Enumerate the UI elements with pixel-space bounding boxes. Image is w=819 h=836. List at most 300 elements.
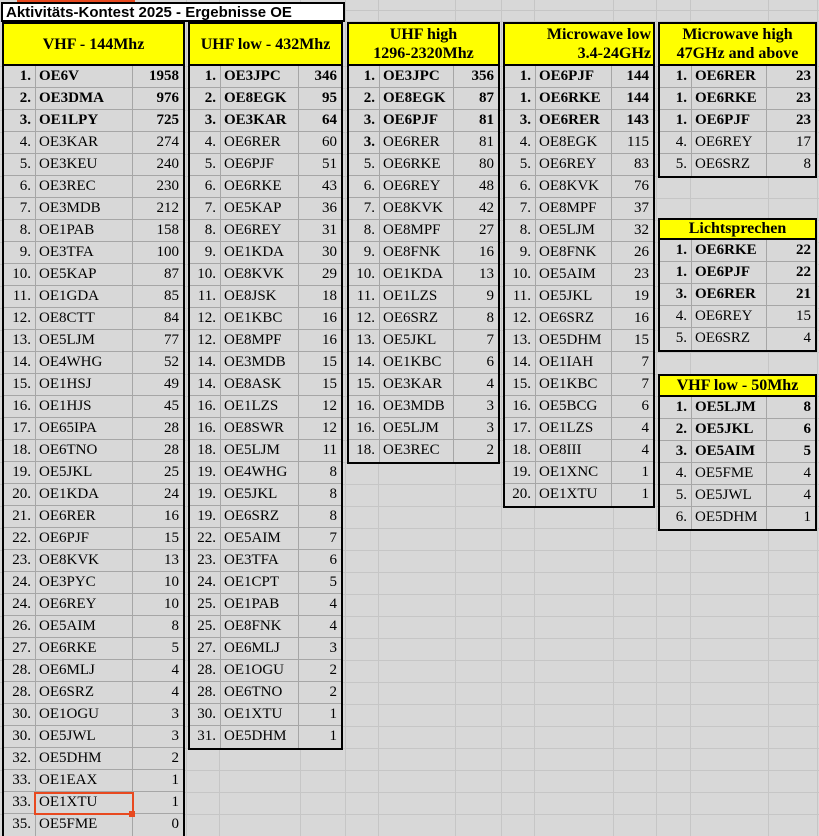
callsign-cell[interactable]: OE3TFA <box>36 242 133 263</box>
rank-cell[interactable]: 4. <box>190 132 221 153</box>
score-cell[interactable]: 30 <box>322 244 337 260</box>
score-cell[interactable]: 18 <box>322 288 337 304</box>
callsign-cell[interactable]: OE1LPY <box>36 110 133 131</box>
rank-cell[interactable]: 12. <box>190 330 221 351</box>
rank-cell[interactable]: 1. <box>660 262 692 283</box>
rank-cell[interactable]: 21. <box>4 506 36 527</box>
score-cell[interactable]: 80 <box>479 156 494 172</box>
score-cell[interactable]: 212 <box>156 200 179 216</box>
rank-cell[interactable]: 2. <box>190 88 221 109</box>
callsign-cell[interactable]: OE1LZS <box>536 418 612 439</box>
rank-cell[interactable]: 20. <box>4 484 36 505</box>
callsign-cell[interactable]: OE5JKL <box>221 484 299 505</box>
callsign-cell[interactable]: OE8MPF <box>221 330 299 351</box>
callsign-cell[interactable]: OE8SWR <box>221 418 299 439</box>
rank-cell[interactable]: 5. <box>190 154 221 175</box>
rank-cell[interactable]: 25. <box>190 616 221 637</box>
score-cell[interactable]: 85 <box>164 288 179 304</box>
rank-cell[interactable]: 7. <box>505 198 536 219</box>
rank-cell[interactable]: 20. <box>505 484 536 506</box>
score-cell[interactable]: 4 <box>803 487 811 503</box>
score-cell[interactable]: 13 <box>479 266 494 282</box>
callsign-cell[interactable]: OE6SRZ <box>692 154 767 176</box>
rank-cell[interactable]: 15. <box>4 374 36 395</box>
table-header[interactable] <box>658 218 817 240</box>
rank-cell[interactable]: 9. <box>4 242 36 263</box>
score-cell[interactable]: 52 <box>164 354 179 370</box>
rank-cell[interactable]: 28. <box>190 682 221 703</box>
rank-cell[interactable]: 7. <box>190 198 221 219</box>
score-cell[interactable]: 4 <box>641 442 649 458</box>
score-cell[interactable]: 2 <box>329 662 337 678</box>
score-cell[interactable]: 31 <box>322 222 337 238</box>
score-cell[interactable]: 8 <box>329 486 337 502</box>
callsign-cell[interactable]: OE4WHG <box>36 352 133 373</box>
score-cell[interactable]: 64 <box>322 112 337 128</box>
score-cell[interactable]: 22 <box>796 242 811 258</box>
rank-cell[interactable]: 16. <box>190 418 221 439</box>
score-cell[interactable]: 16 <box>479 244 494 260</box>
rank-cell[interactable]: 9. <box>349 242 380 263</box>
callsign-cell[interactable]: OE5KAP <box>221 198 299 219</box>
callsign-cell[interactable]: OE1CPT <box>221 572 299 593</box>
rank-cell[interactable]: 19. <box>4 462 36 483</box>
score-cell[interactable]: 28 <box>164 420 179 436</box>
rank-cell[interactable]: 35. <box>4 814 36 836</box>
score-cell[interactable]: 25 <box>164 464 179 480</box>
rank-cell[interactable]: 6. <box>349 176 380 197</box>
rank-cell[interactable]: 3. <box>660 284 692 305</box>
callsign-cell[interactable]: OE3JPC <box>221 66 299 87</box>
table-header[interactable] <box>658 22 817 66</box>
callsign-cell[interactable]: OE1PAB <box>36 220 133 241</box>
rank-cell[interactable]: 30. <box>4 726 36 747</box>
score-cell[interactable]: 17 <box>796 134 811 150</box>
callsign-cell[interactable]: OE5JKL <box>36 462 133 483</box>
score-cell[interactable]: 21 <box>796 286 811 302</box>
callsign-cell[interactable]: OE3MDB <box>36 198 133 219</box>
callsign-cell[interactable]: OE6RKE <box>380 154 454 175</box>
score-cell[interactable]: 15 <box>796 308 811 324</box>
callsign-cell[interactable]: OE6RKE <box>221 176 299 197</box>
callsign-cell[interactable]: OE3JPC <box>380 66 454 87</box>
rank-cell[interactable]: 1. <box>660 397 692 418</box>
callsign-cell[interactable]: OE1KBC <box>380 352 454 373</box>
score-cell[interactable]: 84 <box>164 310 179 326</box>
rank-cell[interactable]: 1. <box>660 240 692 261</box>
callsign-cell[interactable]: OE5JKL <box>692 419 767 440</box>
callsign-cell[interactable]: OE3KAR <box>36 132 133 153</box>
rank-cell[interactable]: 3. <box>505 110 536 131</box>
rank-cell[interactable]: 10. <box>505 264 536 285</box>
callsign-cell[interactable]: OE6V <box>36 66 133 87</box>
callsign-cell[interactable]: OE5BCG <box>536 396 612 417</box>
score-cell[interactable]: 8 <box>486 310 494 326</box>
rank-cell[interactable]: 14. <box>349 352 380 373</box>
rank-cell[interactable]: 7. <box>4 198 36 219</box>
rank-cell[interactable]: 12. <box>505 308 536 329</box>
rank-cell[interactable]: 33. <box>4 770 36 791</box>
score-cell[interactable]: 60 <box>322 134 337 150</box>
callsign-cell[interactable]: OE5LJM <box>536 220 612 241</box>
rank-cell[interactable]: 2. <box>660 419 692 440</box>
callsign-cell[interactable]: OE8III <box>536 440 612 461</box>
rank-cell[interactable]: 13. <box>505 330 536 351</box>
callsign-cell[interactable]: OE1KBC <box>221 308 299 329</box>
score-cell[interactable]: 158 <box>156 222 179 238</box>
score-cell[interactable]: 43 <box>322 178 337 194</box>
callsign-cell[interactable]: OE6RKE <box>536 88 612 109</box>
score-cell[interactable]: 3 <box>171 728 179 744</box>
score-cell[interactable]: 42 <box>479 200 494 216</box>
rank-cell[interactable]: 5. <box>660 154 692 176</box>
score-cell[interactable]: 7 <box>329 530 337 546</box>
callsign-cell[interactable]: OE3MDB <box>221 352 299 373</box>
score-cell[interactable]: 6 <box>641 398 649 414</box>
table-header[interactable] <box>658 374 817 397</box>
callsign-cell[interactable]: OE6REY <box>380 176 454 197</box>
rank-cell[interactable]: 7. <box>349 198 380 219</box>
score-cell[interactable]: 356 <box>471 68 494 84</box>
rank-cell[interactable]: 18. <box>190 440 221 461</box>
score-cell[interactable]: 725 <box>156 112 179 128</box>
score-cell[interactable]: 16 <box>634 310 649 326</box>
callsign-cell[interactable]: OE6MLJ <box>221 638 299 659</box>
callsign-cell[interactable]: OE1KDA <box>380 264 454 285</box>
callsign-cell[interactable]: OE6SRZ <box>221 506 299 527</box>
callsign-cell[interactable]: OE1IAH <box>536 352 612 373</box>
callsign-cell[interactable]: OE1EAX <box>36 770 133 791</box>
score-cell[interactable]: 2 <box>329 684 337 700</box>
rank-cell[interactable]: 6. <box>4 176 36 197</box>
callsign-cell[interactable]: OE1KDA <box>221 242 299 263</box>
rank-cell[interactable]: 14. <box>190 352 221 373</box>
rank-cell[interactable]: 1. <box>660 110 692 131</box>
score-cell[interactable]: 5 <box>803 443 811 459</box>
score-cell[interactable]: 8 <box>329 508 337 524</box>
rank-cell[interactable]: 10. <box>190 264 221 285</box>
rank-cell[interactable]: 23. <box>190 550 221 571</box>
rank-cell[interactable]: 27. <box>190 638 221 659</box>
rank-cell[interactable]: 8. <box>349 220 380 241</box>
callsign-cell[interactable]: OE5LJM <box>221 440 299 461</box>
table-header[interactable] <box>503 22 655 66</box>
rank-cell[interactable]: 11. <box>349 286 380 307</box>
score-cell[interactable]: 22 <box>796 264 811 280</box>
score-cell[interactable]: 15 <box>164 530 179 546</box>
score-cell[interactable]: 77 <box>164 332 179 348</box>
rank-cell[interactable]: 27. <box>4 638 36 659</box>
rank-cell[interactable]: 32. <box>4 748 36 769</box>
callsign-cell[interactable]: OE1XTU <box>36 792 133 813</box>
rank-cell[interactable]: 28. <box>4 660 36 681</box>
score-cell[interactable]: 81 <box>479 112 494 128</box>
score-cell[interactable]: 12 <box>322 420 337 436</box>
score-cell[interactable]: 32 <box>634 222 649 238</box>
rank-cell[interactable]: 18. <box>349 440 380 462</box>
score-cell[interactable]: 115 <box>627 134 649 150</box>
rank-cell[interactable]: 4. <box>660 463 692 484</box>
rank-cell[interactable]: 12. <box>349 308 380 329</box>
callsign-cell[interactable]: OE6REY <box>692 306 767 327</box>
rank-cell[interactable]: 3. <box>349 110 380 131</box>
rank-cell[interactable]: 14. <box>4 352 36 373</box>
score-cell[interactable]: 3 <box>486 398 494 414</box>
rank-cell[interactable]: 11. <box>505 286 536 307</box>
score-cell[interactable]: 4 <box>641 420 649 436</box>
table-header[interactable] <box>347 22 500 66</box>
rank-cell[interactable]: 19. <box>505 462 536 483</box>
callsign-cell[interactable]: OE6PJF <box>692 262 767 283</box>
callsign-cell[interactable]: OE6RER <box>536 110 612 131</box>
rank-cell[interactable]: 4. <box>4 132 36 153</box>
rank-cell[interactable]: 15. <box>349 374 380 395</box>
score-cell[interactable]: 6 <box>486 354 494 370</box>
rank-cell[interactable]: 11. <box>190 286 221 307</box>
score-cell[interactable]: 1 <box>171 772 179 788</box>
rank-cell[interactable]: 2. <box>349 88 380 109</box>
rank-cell[interactable]: 16. <box>4 396 36 417</box>
callsign-cell[interactable]: OE6RKE <box>692 88 767 109</box>
score-cell[interactable]: 15 <box>322 354 337 370</box>
callsign-cell[interactable]: OE1XTU <box>221 704 299 725</box>
score-cell[interactable]: 0 <box>171 816 179 832</box>
score-cell[interactable]: 24 <box>164 486 179 502</box>
score-cell[interactable]: 28 <box>164 442 179 458</box>
rank-cell[interactable]: 25. <box>190 594 221 615</box>
score-cell[interactable]: 51 <box>322 156 337 172</box>
callsign-cell[interactable]: OE3MDB <box>380 396 454 417</box>
rank-cell[interactable]: 28. <box>190 660 221 681</box>
score-cell[interactable]: 7 <box>641 354 649 370</box>
score-cell[interactable]: 2 <box>486 442 494 458</box>
callsign-cell[interactable]: OE8FNK <box>380 242 454 263</box>
rank-cell[interactable]: 4. <box>660 306 692 327</box>
score-cell[interactable]: 49 <box>164 376 179 392</box>
callsign-cell[interactable]: OE1LZS <box>380 286 454 307</box>
score-cell[interactable]: 19 <box>634 288 649 304</box>
score-cell[interactable]: 23 <box>634 266 649 282</box>
rank-cell[interactable]: 18. <box>505 440 536 461</box>
rank-cell[interactable]: 14. <box>505 352 536 373</box>
rank-cell[interactable]: 24. <box>4 572 36 593</box>
rank-cell[interactable]: 3. <box>4 110 36 131</box>
score-cell[interactable]: 9 <box>486 288 494 304</box>
callsign-cell[interactable]: OE5JKL <box>536 286 612 307</box>
score-cell[interactable]: 7 <box>641 376 649 392</box>
rank-cell[interactable]: 3. <box>660 441 692 462</box>
callsign-cell[interactable]: OE1HJS <box>36 396 133 417</box>
score-cell[interactable]: 4 <box>803 465 811 481</box>
score-cell[interactable]: 45 <box>164 398 179 414</box>
callsign-cell[interactable]: OE1KBC <box>536 374 612 395</box>
score-cell[interactable]: 143 <box>626 112 649 128</box>
score-cell[interactable]: 6 <box>803 421 811 437</box>
rank-cell[interactable]: 30. <box>4 704 36 725</box>
rank-cell[interactable]: 6. <box>660 507 692 529</box>
rank-cell[interactable]: 31. <box>190 726 221 748</box>
rank-cell[interactable]: 24. <box>4 594 36 615</box>
rank-cell[interactable]: 1. <box>505 66 536 87</box>
rank-cell[interactable]: 5. <box>505 154 536 175</box>
callsign-cell[interactable]: OE5DHM <box>36 748 133 769</box>
callsign-cell[interactable]: OE3KAR <box>380 374 454 395</box>
rank-cell[interactable]: 6. <box>190 176 221 197</box>
score-cell[interactable]: 87 <box>479 90 494 106</box>
score-cell[interactable]: 23 <box>796 68 811 84</box>
callsign-cell[interactable]: OE5AIM <box>36 616 133 637</box>
callsign-cell[interactable]: OE1PAB <box>221 594 299 615</box>
callsign-cell[interactable]: OE6REY <box>536 154 612 175</box>
selection-fill-handle[interactable] <box>129 811 135 817</box>
rank-cell[interactable]: 17. <box>505 418 536 439</box>
callsign-cell[interactable]: OE8KVK <box>536 176 612 197</box>
score-cell[interactable]: 13 <box>164 552 179 568</box>
callsign-cell[interactable]: OE6SRZ <box>692 328 767 350</box>
callsign-cell[interactable]: OE5DHM <box>536 330 612 351</box>
score-cell[interactable]: 240 <box>156 156 179 172</box>
rank-cell[interactable]: 28. <box>4 682 36 703</box>
rank-cell[interactable]: 8. <box>505 220 536 241</box>
score-cell[interactable]: 4 <box>329 618 337 634</box>
callsign-cell[interactable]: OE6RER <box>692 284 767 305</box>
rank-cell[interactable]: 5. <box>4 154 36 175</box>
callsign-cell[interactable]: OE3PYC <box>36 572 133 593</box>
rank-cell[interactable]: 1. <box>660 66 692 87</box>
score-cell[interactable]: 76 <box>634 178 649 194</box>
callsign-cell[interactable]: OE6RKE <box>36 638 133 659</box>
score-cell[interactable]: 26 <box>634 244 649 260</box>
score-cell[interactable]: 1 <box>171 794 179 810</box>
callsign-cell[interactable]: OE1OGU <box>36 704 133 725</box>
score-cell[interactable]: 1 <box>329 706 337 722</box>
callsign-cell[interactable]: OE6SRZ <box>36 682 133 703</box>
callsign-cell[interactable]: OE5KAP <box>36 264 133 285</box>
score-cell[interactable]: 36 <box>322 200 337 216</box>
score-cell[interactable]: 1 <box>641 486 649 502</box>
score-cell[interactable]: 29 <box>322 266 337 282</box>
rank-cell[interactable]: 3. <box>190 110 221 131</box>
rank-cell[interactable]: 19. <box>190 506 221 527</box>
score-cell[interactable]: 10 <box>164 596 179 612</box>
score-cell[interactable]: 8 <box>803 156 811 172</box>
callsign-cell[interactable]: OE1LZS <box>221 396 299 417</box>
score-cell[interactable]: 95 <box>322 90 337 106</box>
callsign-cell[interactable]: OE3TFA <box>221 550 299 571</box>
score-cell[interactable]: 1 <box>803 509 811 525</box>
callsign-cell[interactable]: OE5LJM <box>380 418 454 439</box>
score-cell[interactable]: 16 <box>164 508 179 524</box>
rank-cell[interactable]: 30. <box>190 704 221 725</box>
callsign-cell[interactable]: OE5DHM <box>692 507 767 529</box>
score-cell[interactable]: 3 <box>329 640 337 656</box>
rank-cell[interactable]: 9. <box>190 242 221 263</box>
rank-cell[interactable]: 8. <box>4 220 36 241</box>
score-cell[interactable]: 4 <box>171 662 179 678</box>
callsign-cell[interactable]: OE65IPA <box>36 418 133 439</box>
callsign-cell[interactable]: OE6RER <box>692 66 767 87</box>
rank-cell[interactable]: 33. <box>4 792 36 813</box>
rank-cell[interactable]: 1. <box>190 66 221 87</box>
callsign-cell[interactable]: OE8EGK <box>221 88 299 109</box>
callsign-cell[interactable]: OE8KVK <box>36 550 133 571</box>
callsign-cell[interactable]: OE3REC <box>36 176 133 197</box>
rank-cell[interactable]: 15. <box>505 374 536 395</box>
score-cell[interactable]: 87 <box>164 266 179 282</box>
score-cell[interactable]: 16 <box>322 332 337 348</box>
score-cell[interactable]: 8 <box>171 618 179 634</box>
callsign-cell[interactable]: OE6MLJ <box>36 660 133 681</box>
rank-cell[interactable]: 23. <box>4 550 36 571</box>
callsign-cell[interactable]: OE5AIM <box>221 528 299 549</box>
callsign-cell[interactable]: OE5AIM <box>692 441 767 462</box>
callsign-cell[interactable]: OE8KVK <box>380 198 454 219</box>
rank-cell[interactable]: 4. <box>505 132 536 153</box>
score-cell[interactable]: 4 <box>171 684 179 700</box>
callsign-cell[interactable]: OE6REY <box>692 132 767 153</box>
score-cell[interactable]: 100 <box>156 244 179 260</box>
rank-cell[interactable]: 10. <box>349 264 380 285</box>
callsign-cell[interactable]: OE3KAR <box>221 110 299 131</box>
rank-cell[interactable]: 19. <box>190 484 221 505</box>
callsign-cell[interactable]: OE1KDA <box>36 484 133 505</box>
rank-cell[interactable]: 13. <box>349 330 380 351</box>
callsign-cell[interactable]: OE8MPF <box>380 220 454 241</box>
callsign-cell[interactable]: OE8FNK <box>221 616 299 637</box>
rank-cell[interactable]: 5. <box>660 328 692 350</box>
score-cell[interactable]: 8 <box>803 399 811 415</box>
callsign-cell[interactable]: OE6PJF <box>221 154 299 175</box>
table-header[interactable] <box>188 22 343 66</box>
rank-cell[interactable]: 22. <box>4 528 36 549</box>
callsign-cell[interactable]: OE5LJM <box>36 330 133 351</box>
callsign-cell[interactable]: OE6PJF <box>536 66 612 87</box>
callsign-cell[interactable]: OE6SRZ <box>536 308 612 329</box>
page-title[interactable]: Aktivitäts-Kontest 2025 - Ergebnisse OE <box>1 2 345 22</box>
score-cell[interactable]: 1 <box>329 728 337 744</box>
rank-cell[interactable]: 22. <box>190 528 221 549</box>
rank-cell[interactable]: 1. <box>349 66 380 87</box>
score-cell[interactable]: 144 <box>626 90 649 106</box>
score-cell[interactable]: 144 <box>626 68 649 84</box>
callsign-cell[interactable]: OE5JWL <box>692 485 767 506</box>
callsign-cell[interactable]: OE8CTT <box>36 308 133 329</box>
rank-cell[interactable]: 5. <box>349 154 380 175</box>
callsign-cell[interactable]: OE6RER <box>221 132 299 153</box>
score-cell[interactable]: 346 <box>314 68 337 84</box>
rank-cell[interactable]: 12. <box>4 308 36 329</box>
score-cell[interactable]: 4 <box>486 376 494 392</box>
rank-cell[interactable]: 11. <box>4 286 36 307</box>
rank-cell[interactable]: 1. <box>4 66 36 87</box>
rank-cell[interactable]: 14. <box>190 374 221 395</box>
score-cell[interactable]: 3 <box>486 420 494 436</box>
rank-cell[interactable]: 9. <box>505 242 536 263</box>
callsign-cell[interactable]: OE3REC <box>380 440 454 462</box>
rank-cell[interactable]: 16. <box>349 396 380 417</box>
callsign-cell[interactable]: OE6REY <box>36 594 133 615</box>
score-cell[interactable]: 16 <box>322 310 337 326</box>
score-cell[interactable]: 12 <box>322 398 337 414</box>
score-cell[interactable]: 81 <box>479 134 494 150</box>
callsign-cell[interactable]: OE5JWL <box>36 726 133 747</box>
score-cell[interactable]: 48 <box>479 178 494 194</box>
score-cell[interactable]: 976 <box>156 90 179 106</box>
callsign-cell[interactable]: OE3KEU <box>36 154 133 175</box>
score-cell[interactable]: 1 <box>641 464 649 480</box>
callsign-cell[interactable]: OE6TNO <box>221 682 299 703</box>
rank-cell[interactable]: 1. <box>505 88 536 109</box>
